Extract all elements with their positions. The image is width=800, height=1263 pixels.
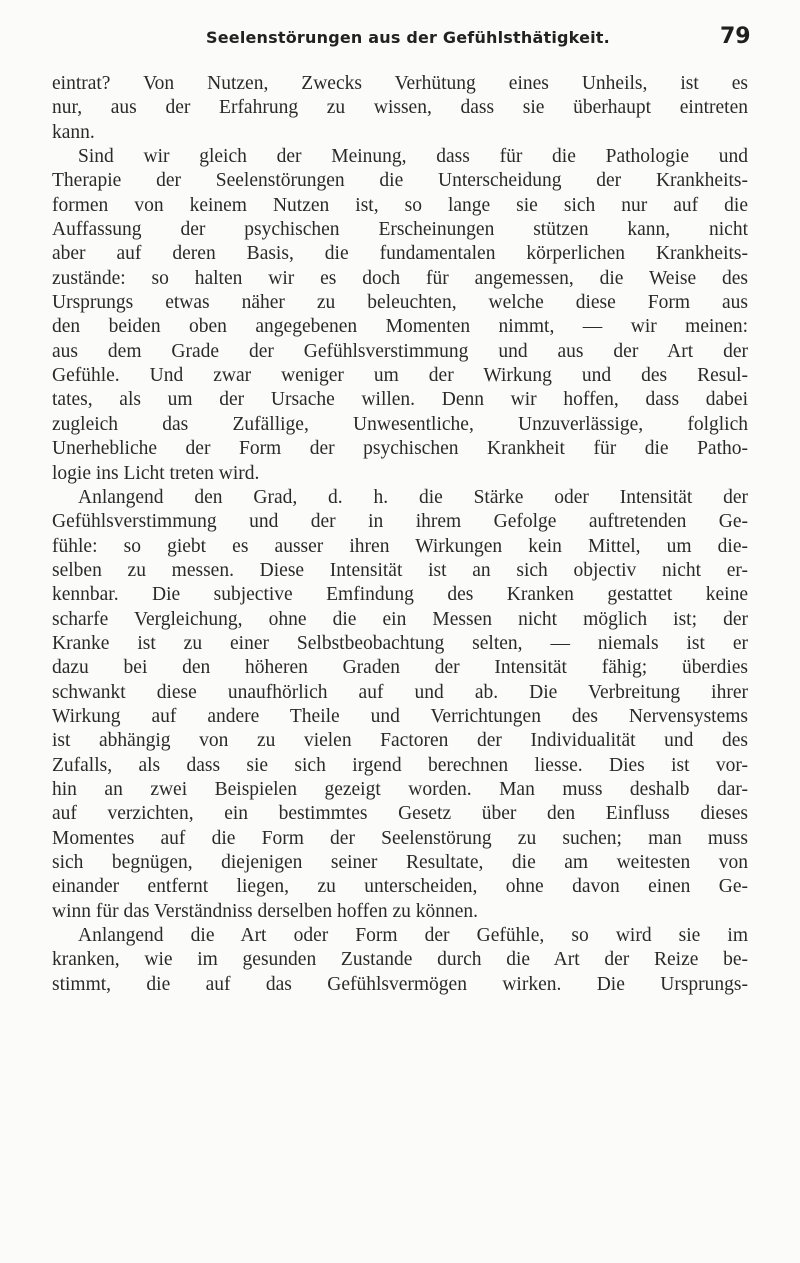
text-line: zugleich das Zufällige, Unwesentliche, Unzuverlässige, folglich — [52, 413, 748, 435]
text-line: Kranke ist zu einer Selbstbeobachtung selten, — niemals ist er — [52, 632, 748, 654]
text-line: einander entfernt liegen, zu unterscheiden, ohne davon einen Ge- — [52, 876, 748, 898]
text-line: sich begnügen, diejenigen seiner Resultate, die am weitesten von — [52, 852, 748, 873]
text-line: aus dem Grade der Gefühlsverstimmung und aus der Art der — [52, 340, 748, 362]
text-line: Gefühle. Und zwar weniger um der Wirkung und des Resul- — [52, 365, 748, 387]
text-line: tates, als um der Ursache willen. Denn wir hoffen, dass dabei — [52, 389, 748, 411]
text-line: Momentes auf die Form der Seelenstörung zu suchen; man muss — [52, 827, 748, 849]
text-line: eintrat? Von Nutzen, Zwecks Verhütung eines Unheils, ist es — [52, 73, 748, 94]
text-line: formen von keinem Nutzen ist, so lange sie sich nur auf die — [52, 194, 748, 216]
text-line: Gefühlsverstimmung und der in ihrem Gefolge auftretenden Ge- — [52, 511, 748, 533]
text-line: Sind wir gleich der Meinung, dass für die Pathologie und — [78, 146, 748, 168]
page-number: 79 — [720, 24, 751, 49]
text-line: hin an zwei Beispielen gezeigt worden. Man muss deshalb dar- — [52, 778, 748, 800]
text-line: den beiden oben angegebenen Momenten nimmt, — wir meinen: — [52, 316, 748, 338]
text-line: ist abhängig von zu vielen Factoren der Individualität und des — [52, 730, 748, 752]
text-line: dazu bei den höheren Graden der Intensität fähig; überdies — [52, 657, 748, 679]
text-line: Wirkung auf andere Theile und Verrichtungen des Nervensystems — [52, 705, 748, 727]
text-line: Anlangend die Art oder Form der Gefühle, so wird sie im — [78, 925, 748, 947]
text-line: aber auf deren Basis, die fundamentalen körperlichen Krankheits- — [52, 243, 748, 265]
text-line: kranken, wie im gesunden Zustande durch die Art der Reize be- — [52, 949, 748, 971]
text-line: zustände: so halten wir es doch für angemessen, die Weise des — [52, 267, 748, 289]
text-line: stimmt, die auf das Gefühlsvermögen wirken. Die Ursprungs- — [52, 973, 748, 995]
text-line: scharfe Vergleichung, ohne die ein Messen nicht möglich ist; der — [52, 608, 748, 630]
text-line: kann. — [52, 121, 95, 143]
text-line: auf verzichten, ein bestimmtes Gesetz über den Einfluss dieses — [52, 803, 748, 825]
text-line: Ursprungs etwas näher zu beleuchten, welche diese Form aus — [52, 292, 748, 314]
running-head — [0, 18, 800, 58]
running-title: Seelenstörungen aus der Gefühlsthätigkeit. — [206, 28, 610, 47]
text-line: schwankt diese unaufhörlich auf und ab. Die Verbreitung ihrer — [52, 681, 748, 703]
text-line: Therapie der Seelenstörungen die Unterscheidung der Krankheits- — [52, 170, 748, 192]
text-line: nur, aus der Erfahrung zu wissen, dass sie überhaupt eintreten — [52, 97, 748, 119]
text-line: fühle: so giebt es ausser ihren Wirkungen kein Mittel, um die- — [52, 535, 748, 557]
text-line: Auffassung der psychischen Erscheinungen stützen kann, nicht — [52, 219, 748, 241]
body-text — [52, 72, 748, 997]
text-line: winn für das Verständniss derselben hoffen zu können. — [52, 900, 479, 922]
text-line: kennbar. Die subjective Emfindung des Kranken gestattet keine — [52, 584, 748, 606]
text-line: Zufalls, als dass sie sich irgend berechnen liesse. Dies ist vor- — [52, 754, 748, 776]
text-line: selben zu messen. Diese Intensität ist an sich objectiv nicht er- — [52, 559, 748, 581]
text-line: Anlangend den Grad, d. h. die Stärke oder Intensität der — [78, 486, 748, 508]
text-line: logie ins Licht treten wird. — [52, 462, 260, 484]
text-line: Unerhebliche der Form der psychischen Krankheit für die Patho- — [52, 438, 748, 460]
